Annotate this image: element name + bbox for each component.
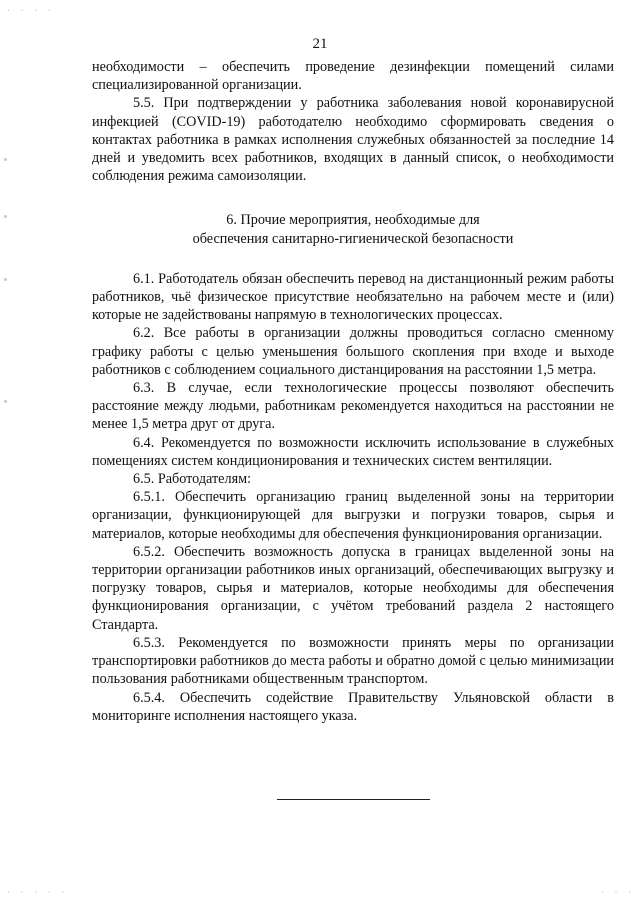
section-heading (92, 211, 614, 247)
scan-artifact-bottom-left: · · · · · (6, 888, 68, 897)
scan-artifact-bottom-right: · · · (600, 888, 635, 897)
paragraph-6-4: 6.4. Рекомендуется по возможности исключить использование в служебных помещениях систем кондиционирования и технических систем вентиляции. (92, 434, 614, 469)
end-line-divider (277, 799, 430, 800)
paragraph-6-3: 6.3. В случае, если технологические процессы позволяют обеспечить расстояние между людьми, работникам рекомендуется находиться на расстоянии не менее 1,5 метра друг от друга. (92, 380, 614, 433)
paragraph-5-5: 5.5. При подтверждении у работника заболевания новой коронавирусной инфекцией (COVID-19) работодателю необходимо сформировать сведения о контактах работника в рамках исполнения служебных обязанностей за последние 14 дней и уведомить всех работников, входящих в данный список, о необходимости соблюдения режима самоизоляции. (92, 95, 614, 185)
scan-artifact-top-left: · · · · (6, 6, 54, 15)
section-heading-line-2: обеспечения санитарно-гигиенической безопасности (192, 230, 514, 247)
paragraph-6-5-3: 6.5.3. Рекомендуется по возможности принять меры по организации транспортировки работников до места работы и обратно домой с целью минимизации пользования работниками общественным транспортом. (92, 634, 614, 688)
paragraph-6-5-2: 6.5.2. Обеспечить возможность допуска в границах выделенной зоны на территории организации работников иных организаций, обеспечивающих выгрузку и погрузку товаров, сырья и материалов, которые необходимы для обеспечения функционирования организации, с учётом требований раздела 2 настоящего Стандарта. (92, 543, 614, 633)
paragraph-6-2: 6.2. Все работы в организации должны проводиться согласно сменному графику работы с целью уменьшения большого скопления при входе и выходе работников с соблюдением социального дистанцирования на расстоянии 1,5 метра. (92, 325, 614, 378)
paragraph-6-5: 6.5. Работодателям: (133, 471, 252, 488)
paragraph-6-5-4: 6.5.4. Обеспечить содействие Правительству Ульяновской области в мониторинге исполнения настоящего указа. (92, 689, 614, 724)
section-heading-line-1: 6. Прочие мероприятия, необходимые для (226, 212, 480, 229)
margin-dot (4, 278, 7, 281)
paragraph-6-1: 6.1. Работодатель обязан обеспечить перевод на дистанционный режим работы работников, чьё физическое присутствие необязательно на рабочем месте и (или) которые не задействованы напрямую в технологических процессах. (92, 270, 614, 324)
margin-dot (4, 400, 7, 403)
margin-dot (4, 215, 7, 218)
paragraph-6-5-1: 6.5.1. Обеспечить организацию границ выделенной зоны на территории организации, функционирующей для выгрузки и погрузки товаров, сырья и материалов, которые необходимы для обеспечения функционирования организации. (92, 489, 614, 542)
margin-dot (4, 158, 7, 161)
page-number: 21 (312, 36, 328, 52)
paragraph-continuation: необходимости – обеспечить проведение дезинфекции помещений силами специализированной организации. (92, 59, 614, 94)
document-body (92, 58, 614, 725)
